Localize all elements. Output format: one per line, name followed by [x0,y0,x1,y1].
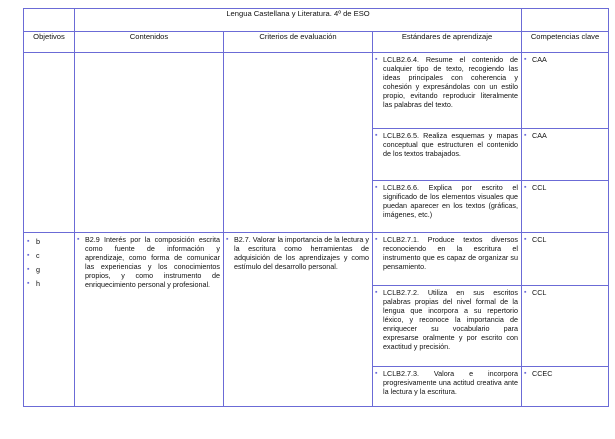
content-cell-empty [75,53,224,233]
objectives-cell-empty [24,53,75,233]
criterion-cell: ▪ B2.7. Valorar la importancia de la lectura y la escritura como herramientas de adquisición de los aprendizajes y como estímulo del desarrollo personal. [224,233,373,407]
header-contenidos: Contenidos [75,32,224,53]
standard-cell: ▪ LCLB2.7.1. Produce textos diversos reconociendo en la escritura el instrumento que es capaz de organizar su pensamiento. [373,233,522,286]
curriculum-table [23,8,609,407]
header-criterios: Criterios de evaluación [224,32,373,53]
competence-cell: ▪ CAA [522,129,609,181]
header-estandares: Estándares de aprendizaje [373,32,522,53]
competence-cell: ▪ CCL [522,233,609,286]
standard-cell: ▪ LCLB2.7.3. Valora e incorpora progresivamente una actitud creativa ante la lectura y la escritura. [373,367,522,407]
standard-cell: ▪ LCLB2.7.2. Utiliza en sus escritos palabras propias del nivel formal de la lengua que incorpora a su repertorio léxico, y reconoce la importancia de enriquecer su vocabulario para expresarse oralmente y por escrito con exactitud y precisión. [373,286,522,367]
objectives-cell [24,233,75,407]
objective-item: ▪ b [27,237,74,251]
standard-cell: ▪ LCLB2.6.5. Realiza esquemas y mapas conceptual que estructuren el contenido de los textos trabajados. [373,129,522,181]
competence-cell: ▪ CCL [522,286,609,367]
corner-cell [24,9,75,32]
competence-cell: ▪ CAA [522,53,609,129]
objectives-list [24,233,74,293]
criterion-cell-empty [224,53,373,233]
objective-item: ▪ g [27,265,74,279]
competence-cell: ▪ CCL [522,181,609,233]
standard-cell: ▪ LCLB2.6.6. Explica por escrito el significado de los elementos visuales que puedan aparecer en los textos (gráficas, imágenes, etc.) [373,181,522,233]
objective-item: ▪ h [27,279,74,293]
table-title: Lengua Castellana y Literatura. 4º de ESO [75,9,522,32]
objective-item: ▪ c [27,251,74,265]
content-cell: ▪ B2.9 Interés por la composición escrita como fuente de información y aprendizaje, como forma de comunicar las experiencias y los conocimientos propios, y como instrumento de enriquecimiento personal y profesional. [75,233,224,407]
corner-cell-right [522,9,609,32]
header-competencias: Competencias clave [522,32,609,53]
competence-cell: ▪ CCEC [522,367,609,407]
header-objetivos: Objetivos [24,32,75,53]
standard-cell: ▪ LCLB2.6.4. Resume el contenido de cualquier tipo de texto, recogiendo las ideas principales con coherencia y cohesión y expresándolas con un estilo propio, evitando reproducir literalmente las palabras del texto. [373,53,522,129]
